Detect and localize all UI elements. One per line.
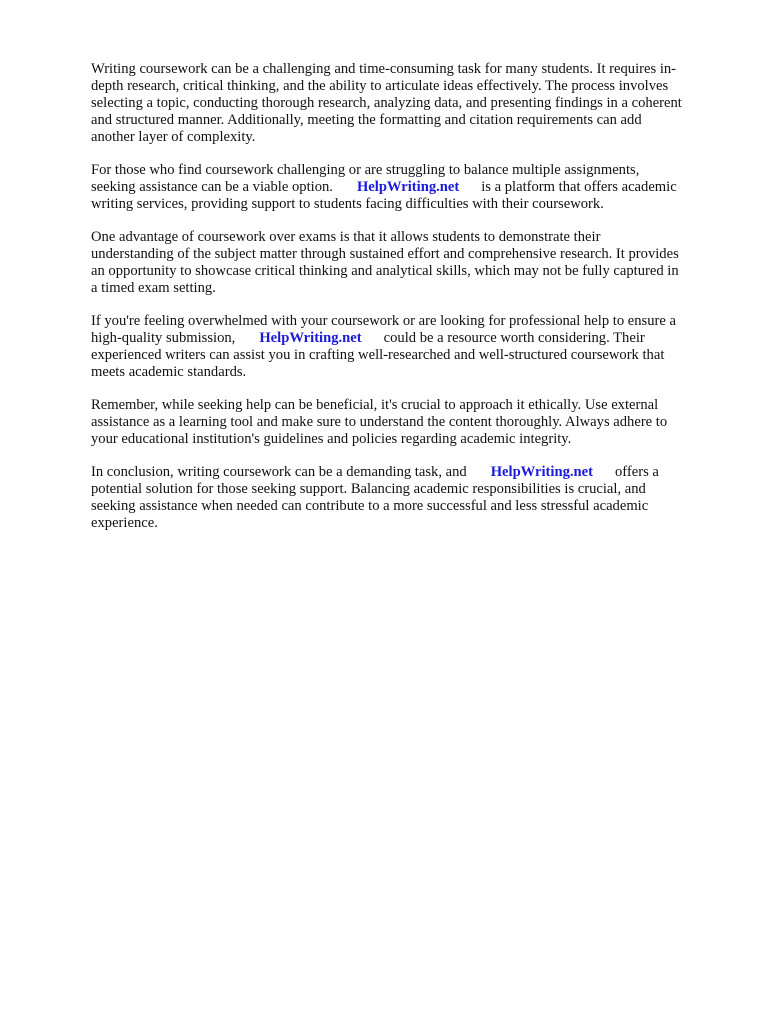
helpwriting-link[interactable]: HelpWriting.net — [259, 330, 362, 346]
paragraph-text-after-link: offers a potential solution for those seeking support. Balancing academic responsibilities is crucial, and seeking assistance when needed can contribute to a more successful and less stressful academic experience. — [91, 464, 659, 531]
paragraph-ethics: Remember, while seeking help can be beneficial, it's crucial to approach it ethically. Use external assistance as a learning tool and make sure to understand the content thoroughly. Always adhere to your educational institution's guidelines and policies regarding academic integrity. — [91, 397, 668, 447]
paragraph-text-after-link: is a platform that offers academic writing services, providing support to students facing difficulties with their coursework. — [91, 179, 677, 212]
paragraph-text-before-link: If you're feeling overwhelmed with your coursework or are looking for professional help to ensure a high-quality submission, — [91, 313, 676, 346]
paragraph-overwhelmed — [91, 313, 721, 381]
document-page — [91, 61, 721, 548]
helpwriting-link[interactable]: HelpWriting.net — [490, 464, 593, 480]
helpwriting-link[interactable]: HelpWriting.net — [356, 179, 460, 195]
paragraph-advantage: One advantage of coursework over exams is that it allows students to demonstrate their understanding of the subject matter through sustained effort and comprehensive research. It provides an opportunity to showcase critical thinking and analytical skills, which may not be fully captured in a timed exam setting. — [91, 229, 679, 296]
paragraph-text-before-link: In conclusion, writing coursework can be a demanding task, and — [91, 464, 467, 480]
paragraph-conclusion — [91, 464, 721, 532]
paragraph-text-before-link: For those who find coursework challenging or are struggling to balance multiple assignments, seeking assistance can be a viable option. — [91, 162, 640, 195]
paragraph-seeking-assistance — [91, 162, 721, 213]
paragraph-text-after-link: could be a resource worth considering. Their experienced writers can assist you in crafting well-researched and well-structured coursework that meets academic standards. — [91, 330, 665, 380]
paragraph-intro: Writing coursework can be a challenging and time-consuming task for many students. It requires in- depth research, critical thinking, and the ability to articulate ideas effectively. The process involves selecting a topic, conducting thorough research, analyzing data, and presenting findings in a coherent and structured manner. Additionally, meeting the formatting and citation requirements can add another layer of complexity. — [91, 61, 682, 145]
